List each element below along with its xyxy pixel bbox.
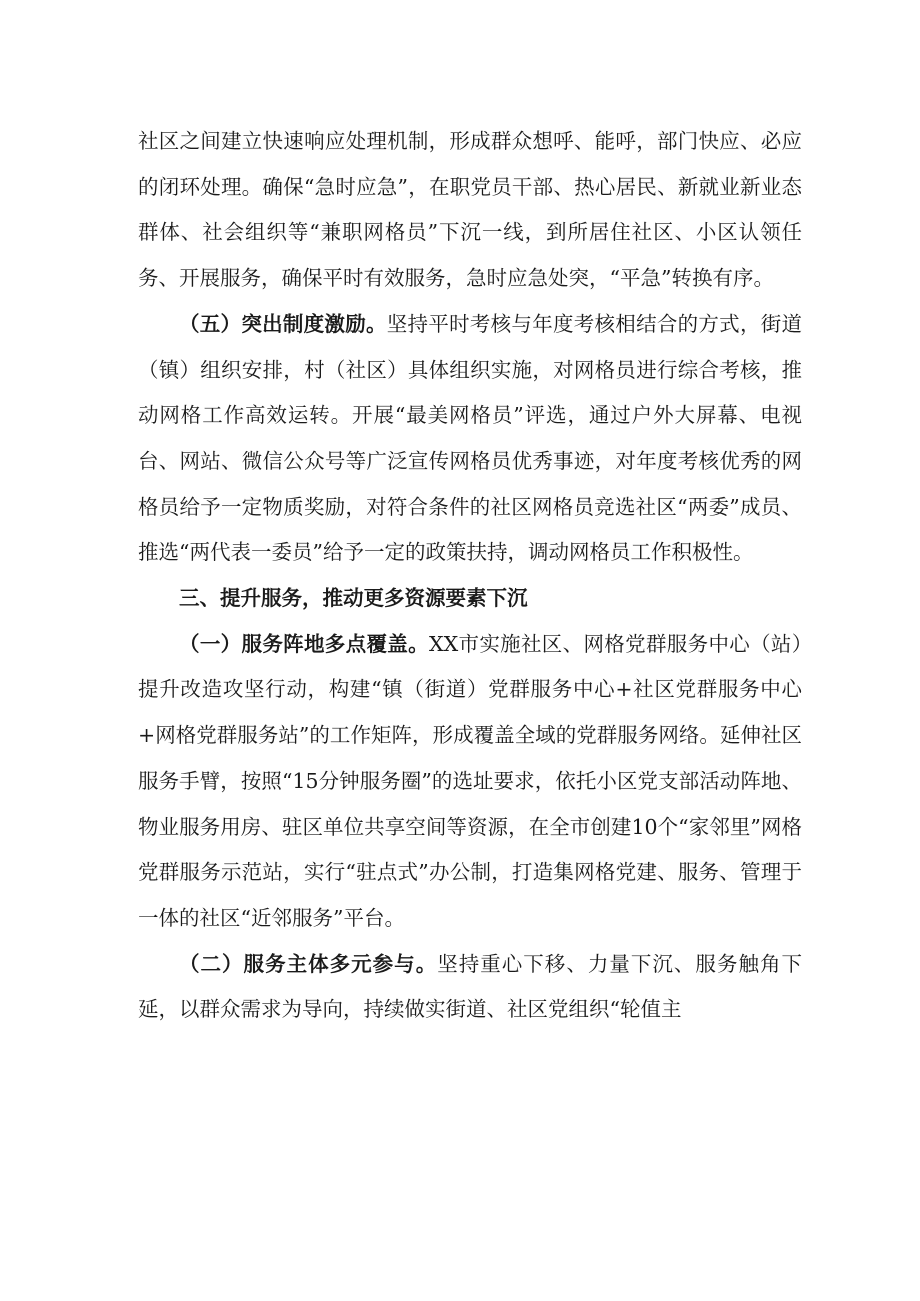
paragraph-service-subjects xyxy=(138,942,802,1033)
document-page xyxy=(138,119,802,1033)
paragraph-heading: （一）服务阵地多点覆盖。 xyxy=(179,631,429,656)
paragraph-heading: （二）服务主体多元参与。 xyxy=(179,951,438,976)
paragraph-continuation xyxy=(138,119,802,302)
paragraph-service-positions xyxy=(138,622,802,942)
paragraph-heading: （五）突出制度激励。 xyxy=(179,311,387,336)
paragraph-body: 社区之间建立快速响应处理机制，形成群众想呼、能呼，部门快应、必应的闭环处理。确保“急时应急”，在职党员干部、热心居民、新就业新业态群体、社会组织等“兼职网格员”下沉一线，到所居住社区、小区认领任务、开展服务，确保平时有效服务，急时应急处突，“平急”转换有序。 xyxy=(138,129,802,291)
paragraph-institutional-incentives xyxy=(138,302,802,576)
paragraph-body: 坚持平时考核与年度考核相结合的方式，街道（镇）组织安排，村（社区）具体组织实施，对网格员进行综合考核，推动网格工作高效运转。开展“最美网格员”评选，通过户外大屏幕、电视台、网站、微信公众号等广泛宣传网格员优秀事迹，对年度考核优秀的网格员给予一定物质奖励，对符合条件的社区网格员竞选社区“两委”成员、推选“两代表一委员”给予一定的政策扶持，调动网格员工作积极性。 xyxy=(138,311,803,565)
paragraph-body: 坚持重心下移、力量下沉、服务触角下延，以群众需求为导向，持续做实街道、社区党组织“轮值主 xyxy=(138,951,803,1022)
section-title: 三、提升服务，推动更多资源要素下沉 xyxy=(179,586,528,611)
paragraph-body: XX市实施社区、网格党群服务中心（站）提升改造攻坚行动，构建“镇（街道）党群服务中心+社区党群服务中心+网格党群服务站”的工作矩阵，形成覆盖全域的党群服务网络。延伸社区服务手臂，按照“15分钟服务圈”的选址要求，依托小区党支部活动阵地、物业服务用房、驻区单位共享空间等资源，在全市创建10个“家邻里”网格党群服务示范站，实行“驻点式”办公制，打造集网格党建、服务、管理于一体的社区“近邻服务”平台。 xyxy=(138,631,803,930)
